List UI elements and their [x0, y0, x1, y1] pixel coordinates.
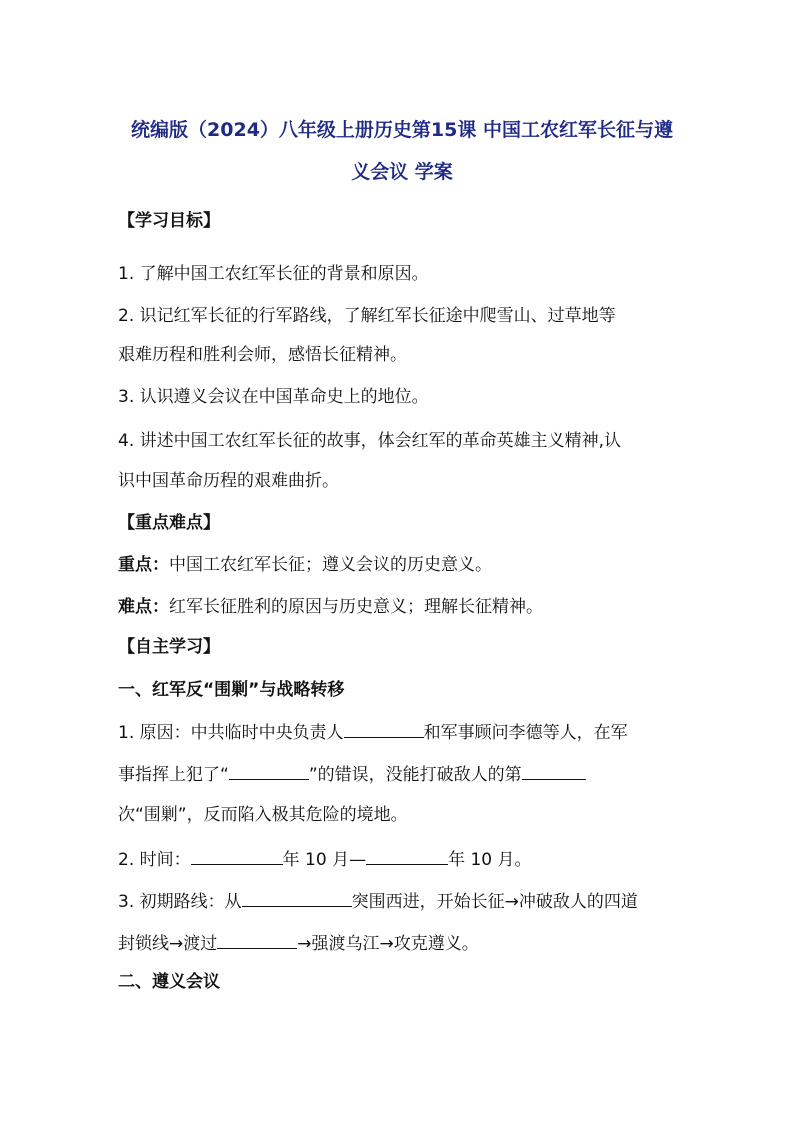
question-1-line-2	[118, 762, 586, 786]
question-1-line-2-mid: ”的错误，没能打破敌人的第	[308, 765, 522, 785]
question-3-line-2-suffix: →强渡乌江→攻克遵义。	[297, 934, 479, 954]
question-1-mid: 和军事顾问李德等人，在军	[423, 723, 628, 743]
objective-item-4-line-1: 4. 讲述中国工农红军长征的故事，体会红军的革命英雄主义精神,认	[118, 431, 622, 451]
question-3-prefix: 3. 初期路线：从	[118, 892, 242, 912]
answer-blank-start-year[interactable]	[191, 847, 283, 865]
answer-blank-end-year[interactable]	[366, 847, 448, 865]
objective-item-2-line-2: 艰难历程和胜利会师，感悟长征精神。	[118, 345, 407, 365]
question-3-line-2	[118, 931, 479, 955]
objective-item-2-line-1: 2. 识记红军长征的行军路线，了解红军长征途中爬雪山、过草地等	[118, 306, 616, 326]
answer-blank-river[interactable]	[217, 931, 297, 949]
objective-item-4-line-2: 识中国革命历程的艰难曲折。	[118, 471, 339, 491]
question-2	[118, 847, 532, 871]
answer-blank-encirclement-number[interactable]	[522, 762, 586, 780]
question-2-prefix: 2. 时间：	[118, 850, 191, 870]
self-study-heading: 【自主学习】	[118, 637, 220, 657]
document-title-line-2: 义会议 学案	[351, 161, 453, 183]
objective-item-1: 1. 了解中国工农红军长征的背景和原因。	[118, 264, 429, 284]
question-1-prefix: 1. 原因：中共临时中央负责人	[118, 723, 344, 743]
question-2-suffix: 年 10 月。	[448, 850, 532, 870]
part-2-heading: 二、遵义会议	[118, 972, 220, 992]
answer-blank-leader[interactable]	[344, 720, 424, 738]
question-3-line-1	[118, 889, 638, 913]
answer-blank-error[interactable]	[229, 762, 309, 780]
difficult-point-text: 红军长征胜利的原因与历史意义；理解长征精神。	[169, 597, 543, 617]
answer-blank-origin[interactable]	[242, 889, 352, 907]
question-1-line-2-prefix: 事指挥上犯了“	[118, 765, 229, 785]
part-1-heading: 一、红军反“围剿”与战略转移	[118, 680, 345, 700]
key-point-row	[118, 554, 492, 576]
question-2-mid: 年 10 月—	[282, 850, 367, 870]
difficult-point-label: 难点：	[118, 597, 169, 617]
question-3-line-2-prefix: 封锁线→渡过	[118, 934, 218, 954]
question-1-line-1	[118, 720, 628, 744]
key-point-label: 重点：	[118, 555, 169, 575]
key-points-heading: 【重点难点】	[118, 513, 220, 533]
question-1-line-3: 次“围剿”，反而陷入极其危险的境地。	[118, 805, 408, 825]
document-title-line-1: 统编版（2024）八年级上册历史第15课 中国工农红军长征与遵	[131, 119, 673, 141]
difficult-point-row	[118, 596, 543, 618]
question-3-suffix: 突围西进，开始长征→冲破敌人的四道	[351, 892, 638, 912]
key-point-text: 中国工农红军长征；遵义会议的历史意义。	[169, 555, 492, 575]
objectives-heading: 【学习目标】	[118, 211, 220, 231]
objective-item-3: 3. 认识遵义会议在中国革命史上的地位。	[118, 387, 429, 407]
